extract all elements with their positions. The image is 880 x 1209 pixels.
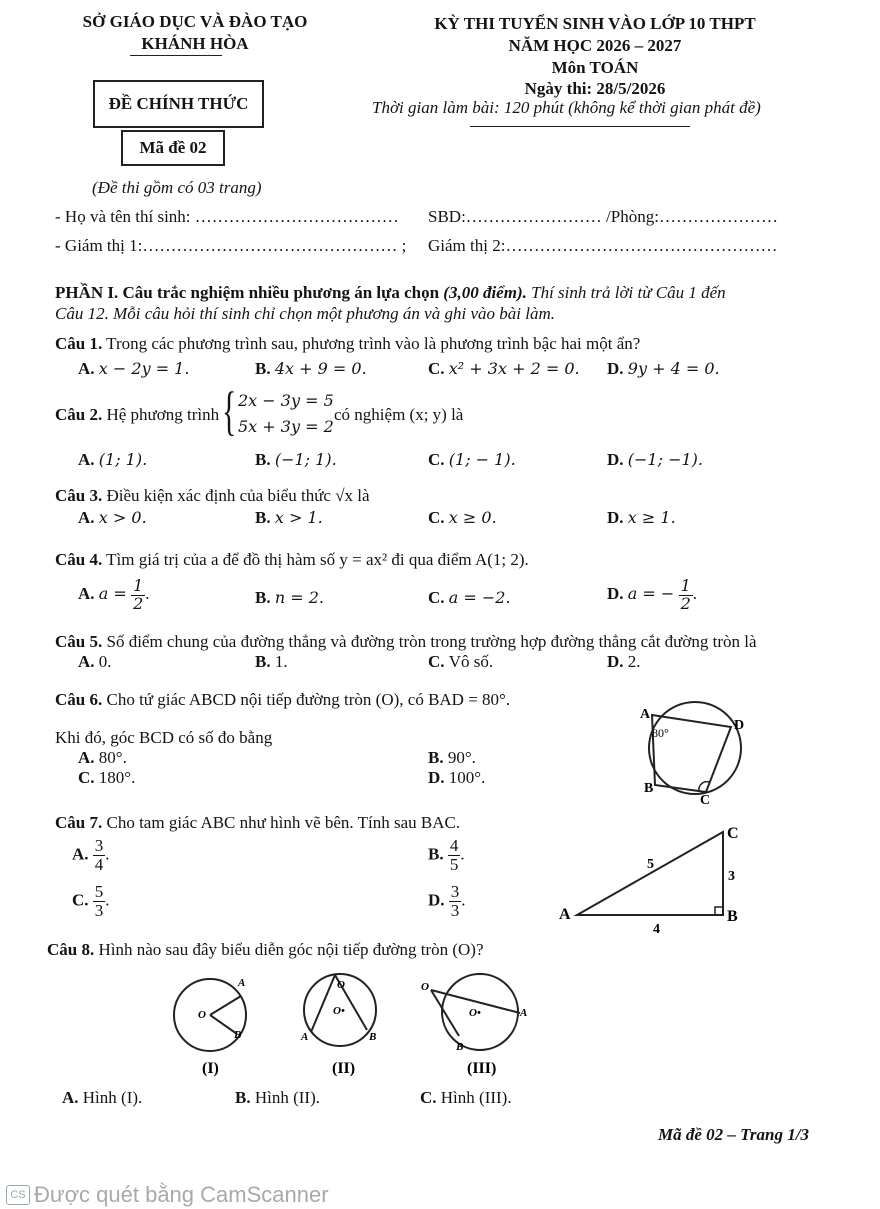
q7-side-bc: 3: [728, 869, 735, 884]
q7-label-c: C: [727, 825, 739, 842]
q8-number: Câu 8.: [47, 940, 95, 959]
q3-option-d-text: x ≥ 1.: [627, 508, 676, 527]
q1-option-a-text: x − 2y = 1.: [98, 359, 190, 378]
q2-equation-2: 5x + 3y = 2: [238, 417, 334, 436]
question-1: [55, 334, 640, 354]
official-label-box: [93, 80, 264, 128]
q2-brace: {: [222, 381, 237, 441]
q6-option-b: B. 90°.: [428, 748, 476, 767]
q6-option-d: D. 100°.: [428, 768, 486, 787]
q7-d-denominator: 3: [450, 900, 460, 920]
q8-figures: [165, 970, 545, 1080]
q6-option-d-text: 100°.: [448, 768, 486, 787]
svg-text:O: O: [198, 1009, 206, 1021]
svg-text:B: B: [456, 1041, 464, 1053]
q8-figure-3-label: (III): [467, 1060, 497, 1077]
q5-option-c-text: Vô số.: [448, 652, 494, 671]
q7-option-b-fraction: [448, 837, 461, 874]
q8-option-b: B. Hình (II).: [235, 1088, 320, 1107]
q6-option-b-text: 90°.: [447, 748, 476, 767]
q5-option-b: B. 1.: [255, 652, 288, 671]
q8-figure-2-label: (II): [332, 1060, 356, 1077]
q3-option-a: A. x > 0.: [78, 508, 147, 527]
q6-label-b: B: [644, 781, 654, 796]
q8-figure-3: [421, 974, 527, 1053]
q7-option-a: A. $\frac{3}{4}$ .: [72, 836, 110, 874]
q7-option-c-fraction: [93, 883, 106, 920]
q7-option-c: C. $\frac{5}{3}$ .: [72, 882, 110, 920]
q6-number: Câu 6.: [55, 690, 103, 709]
q2-option-a: A. (1; 1).: [78, 450, 148, 469]
q6-cyclic-quadrilateral-figure: [630, 700, 760, 810]
q7-a-numerator: 3: [94, 836, 104, 855]
exam-code-box: [121, 130, 225, 166]
camscanner-logo-icon: CS: [6, 1185, 30, 1205]
q3-option-b-text: x > 1.: [274, 508, 323, 527]
q1-option-b-text: 4x + 9 = 0.: [274, 359, 367, 378]
q2-option-b: B. (−1; 1).: [255, 450, 337, 469]
q1-text: Trong các phương trình sau, phương trình vào là phương trình bậc hai một ẩn?: [102, 334, 641, 353]
q7-side-ac: 5: [647, 857, 654, 872]
official-label: ĐỀ CHÍNH THỨC: [108, 94, 249, 113]
q6-label-a: A: [640, 707, 651, 722]
q4-number: Câu 4.: [55, 550, 103, 569]
q7-label-a: A: [559, 906, 571, 923]
q5-number: Câu 5.: [55, 632, 103, 651]
q7-side-ab: 4: [653, 922, 660, 937]
candidate-name-line: - Họ và tên thí sinh: ………………………………: [55, 207, 399, 226]
q7-number: Câu 7.: [55, 813, 103, 832]
q4-option-b-text: n = 2.: [274, 588, 324, 607]
q7-d-numerator: 3: [450, 882, 460, 901]
q5-option-b-text: 1.: [274, 652, 288, 671]
q4-text: Tìm giá trị của a để đồ thị hàm số y = ax² đi qua điểm A(1; 2).: [102, 550, 529, 569]
q4-option-d-prefix: a = −: [627, 584, 675, 604]
q7-right-triangle-figure: [555, 820, 755, 940]
header-underline-left: [130, 55, 222, 56]
q7-b-denominator: 5: [449, 854, 459, 874]
q2-number: Câu 2.: [55, 405, 103, 424]
proctor1-line: - Giám thị 1:……………………………………… ;: [55, 236, 407, 255]
q6-option-c: C. 180°.: [78, 768, 136, 787]
q1-option-c: C. x² + 3x + 2 = 0.: [428, 359, 580, 378]
q1-option-d: D. 9y + 4 = 0.: [607, 359, 720, 378]
question-2: [55, 405, 219, 425]
q8-figure-2: [300, 974, 376, 1046]
q3-option-a-text: x > 0.: [98, 508, 147, 527]
q8-option-a-text: Hình (I).: [82, 1088, 143, 1107]
q3-option-c-text: x ≥ 0.: [448, 508, 497, 527]
q2-equation-1: 2x − 3y = 5: [238, 391, 334, 410]
exam-code: Mã đề 02: [139, 138, 207, 157]
q3-option-d: D. x ≥ 1.: [607, 508, 676, 527]
subject: Môn TOÁN: [551, 58, 639, 77]
svg-text:A: A: [520, 1007, 528, 1019]
question-7: [55, 813, 460, 833]
q4-option-c-text: a = −2.: [448, 588, 511, 607]
svg-text:O•: O•: [469, 1007, 481, 1019]
q8-figure-1: [174, 977, 246, 1051]
question-3: [55, 486, 370, 506]
q4-option-d: D. a = − $\frac{1}{2}$ .: [607, 576, 697, 613]
q4-option-d-fraction: [679, 578, 693, 613]
q3-option-c: C. x ≥ 0.: [428, 508, 497, 527]
q2-option-c-text: (1; − 1).: [448, 450, 516, 469]
question-6: [55, 690, 510, 710]
part1-instruction: Thí sinh trả lời từ Câu 1 đến: [526, 283, 726, 302]
part1-points: (3,00 điểm).: [443, 283, 527, 302]
q3-text: Điều kiện xác định của biểu thức √x là: [102, 486, 370, 505]
q7-option-b: B. $\frac{4}{5}$ .: [428, 836, 465, 874]
svg-text:O: O: [337, 979, 345, 991]
camscanner-text: Được quét bằng CamScanner: [34, 1182, 329, 1207]
q1-option-c-text: x² + 3x + 2 = 0.: [448, 359, 580, 378]
q1-number: Câu 1.: [55, 334, 103, 353]
q2-option-c: C. (1; − 1).: [428, 450, 516, 469]
q5-option-a: A. 0.: [78, 652, 112, 671]
q7-a-denominator: 4: [94, 854, 104, 874]
q5-option-d-text: 2.: [627, 652, 641, 671]
camscanner-watermark: [6, 1182, 329, 1208]
sbd-room-line: SBD:…………………… /Phòng:…………………: [428, 207, 778, 226]
q7-option-d: D. $\frac{3}{3}$ .: [428, 882, 466, 920]
q4-option-a: A. a = $\frac{1}{2}$ .: [78, 576, 150, 613]
q7-option-a-fraction: [93, 837, 106, 874]
q6-option-a: A. 80°.: [78, 748, 127, 767]
exam-title: KỲ THI TUYỂN SINH VÀO LỚP 10 THPT: [434, 14, 756, 33]
q1-option-d-text: 9y + 4 = 0.: [627, 359, 720, 378]
q2-text-after: có nghiệm (x; y) là: [334, 405, 464, 424]
q6-angle-label: 80°: [652, 726, 669, 740]
q6-text: Cho tứ giác ABCD nội tiếp đường tròn (O), có BAD = 80°.: [102, 690, 511, 709]
q3-option-b: B. x > 1.: [255, 508, 323, 527]
q1-option-b: B. 4x + 9 = 0.: [255, 359, 367, 378]
q7-c-numerator: 5: [94, 882, 104, 901]
svg-text:A: A: [301, 1031, 309, 1043]
q4-a-numerator: 1: [133, 576, 144, 595]
q4-option-b: B. n = 2.: [255, 588, 324, 607]
q2-option-d: D. (−1; −1).: [607, 450, 703, 469]
q7-b-numerator: 4: [449, 836, 459, 855]
q4-d-numerator: 1: [680, 576, 691, 595]
question-4: [55, 550, 529, 570]
q7-c-denominator: 3: [94, 900, 104, 920]
q5-option-d: D. 2.: [607, 652, 641, 671]
q4-option-c: C. a = −2.: [428, 588, 511, 607]
pages-note: (Đề thi gồm có 03 trang): [92, 178, 262, 197]
department-name: SỞ GIÁO DỤC VÀ ĐÀO TẠO: [82, 12, 308, 31]
exam-date: Ngày thi: 28/5/2026: [524, 79, 666, 98]
q6-label-c: C: [700, 793, 711, 808]
q6-option-c-text: 180°.: [98, 768, 136, 787]
q8-option-b-text: Hình (II).: [254, 1088, 320, 1107]
q8-option-a: A. Hình (I).: [62, 1088, 143, 1107]
q5-text: Số điểm chung của đường thẳng và đường tròn trong trường hợp đường thẳng cắt đường tròn là: [102, 632, 757, 651]
q5-option-a-text: 0.: [98, 652, 112, 671]
q2-option-d-text: (−1; −1).: [627, 450, 703, 469]
q1-option-a: A. x − 2y = 1.: [78, 359, 190, 378]
q6-option-a-text: 80°.: [98, 748, 127, 767]
q7-triangle: [577, 832, 723, 915]
q7-text: Cho tam giác ABC như hình vẽ bên. Tính sau BAC.: [102, 813, 461, 832]
svg-text:B: B: [369, 1031, 377, 1043]
q7-right-angle-mark: [715, 907, 723, 915]
svg-text:B: B: [234, 1029, 242, 1041]
province-name: KHÁNH HÒA: [141, 34, 249, 53]
header-underline-right: [470, 126, 690, 127]
q6-label-d: D: [734, 718, 745, 733]
q5-option-c: C. Vô số.: [428, 652, 494, 671]
part1-instruction-line2: Câu 12. Mỗi câu hỏi thí sinh chỉ chọn một phương án và ghi vào bài làm.: [55, 304, 555, 323]
page-code-footer: Mã đề 02 – Trang 1/3: [658, 1125, 809, 1144]
q8-figure-1-label: (I): [202, 1060, 219, 1077]
svg-text:O•: O•: [333, 1005, 345, 1017]
part1-heading: [55, 283, 726, 303]
q3-number: Câu 3.: [55, 486, 103, 505]
svg-text:A: A: [238, 977, 246, 989]
q8-text: Hình nào sau đây biểu diễn góc nội tiếp đường tròn (O)?: [94, 940, 484, 959]
q4-d-denominator: 2: [680, 593, 691, 613]
q4-a-denominator: 2: [133, 593, 144, 613]
q8-option-c: C. Hình (III).: [420, 1088, 512, 1107]
q4-option-a-prefix: a =: [98, 584, 127, 604]
q7-label-b: B: [727, 908, 738, 925]
exam-duration: Thời gian làm bài: 120 phút (không kể thời gian phát đề): [372, 98, 761, 117]
q2-text-before: Hệ phương trình: [102, 405, 220, 424]
school-year: NĂM HỌC 2026 – 2027: [508, 36, 682, 55]
q8-option-c-text: Hình (III).: [440, 1088, 512, 1107]
q7-option-d-fraction: [449, 883, 462, 920]
q4-option-a-fraction: [131, 578, 145, 613]
part1-title: PHẦN I. Câu trắc nghiệm nhiều phương án lựa chọn: [55, 283, 444, 302]
q6-text-line2: Khi đó, góc BCD có số đo bằng: [55, 728, 273, 747]
q2-option-b-text: (−1; 1).: [274, 450, 337, 469]
proctor2-line: Giám thị 2:…………………………………………: [428, 236, 778, 255]
q2-option-a-text: (1; 1).: [98, 450, 148, 469]
svg-text:O: O: [421, 981, 429, 993]
question-5: [55, 632, 757, 652]
question-8: [47, 940, 484, 960]
